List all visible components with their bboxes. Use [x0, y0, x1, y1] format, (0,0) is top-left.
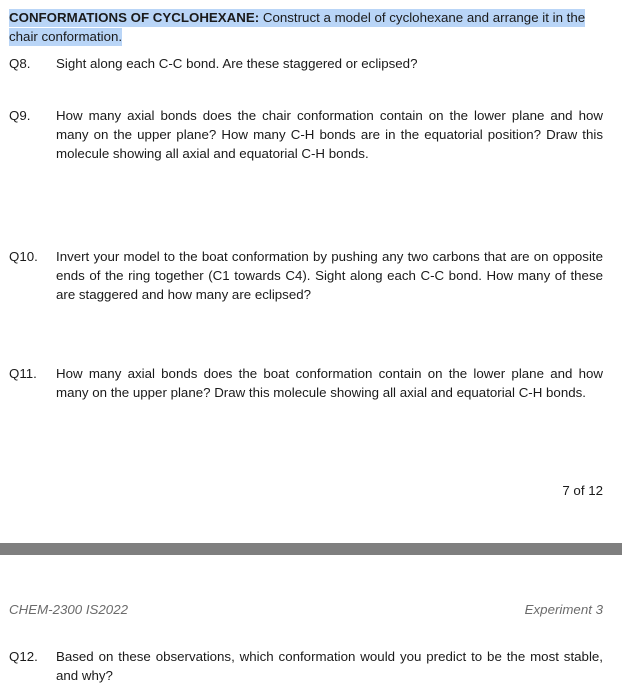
section-instruction: Construct a model of cyclohexane and arrange it in the chair conformation.: [9, 10, 586, 44]
page-number: 7 of 12: [562, 483, 603, 498]
question-number: Q11.: [9, 366, 37, 381]
question-number: Q9.: [9, 108, 31, 123]
question-text: Sight along each C-C bond. Are these staggered or eclipsed?: [56, 56, 418, 71]
highlighted-selection[interactable]: [9, 9, 585, 46]
section-heading: [9, 8, 604, 46]
question-text: Invert your model to the boat conformation by pushing any two carbons that are on opposite ends of the ring together (C1 towards C4). Sight along each C-C bond. How many of these are staggered and how many are eclipsed?: [56, 249, 603, 302]
question-q12: [9, 647, 603, 685]
question-text: How many axial bonds does the chair conformation contain on the lower plane and how many on the upper plane? How many C-H bonds are in the equatorial position? Draw this molecule showing all axial and equatorial C-H bonds.: [56, 108, 603, 161]
question-q11: [9, 364, 603, 402]
question-text: Based on these observations, which conformation would you predict to be the most stable, and why?: [56, 649, 603, 683]
footer-experiment: Experiment 3: [524, 602, 603, 617]
question-q9: [9, 106, 603, 163]
page-break-divider: [0, 543, 622, 555]
question-q10: [9, 247, 603, 304]
question-q8: [9, 54, 603, 73]
question-number: Q10.: [9, 249, 38, 264]
question-number: Q12.: [9, 649, 38, 664]
footer-course: CHEM-2300 IS2022: [9, 602, 128, 617]
question-text: How many axial bonds does the boat conformation contain on the lower plane and how many on the upper plane? Draw this molecule showing all axial and equatorial C-H bonds.: [56, 366, 603, 400]
section-title: CONFORMATIONS OF CYCLOHEXANE:: [9, 10, 260, 25]
question-number: Q8.: [9, 56, 31, 71]
